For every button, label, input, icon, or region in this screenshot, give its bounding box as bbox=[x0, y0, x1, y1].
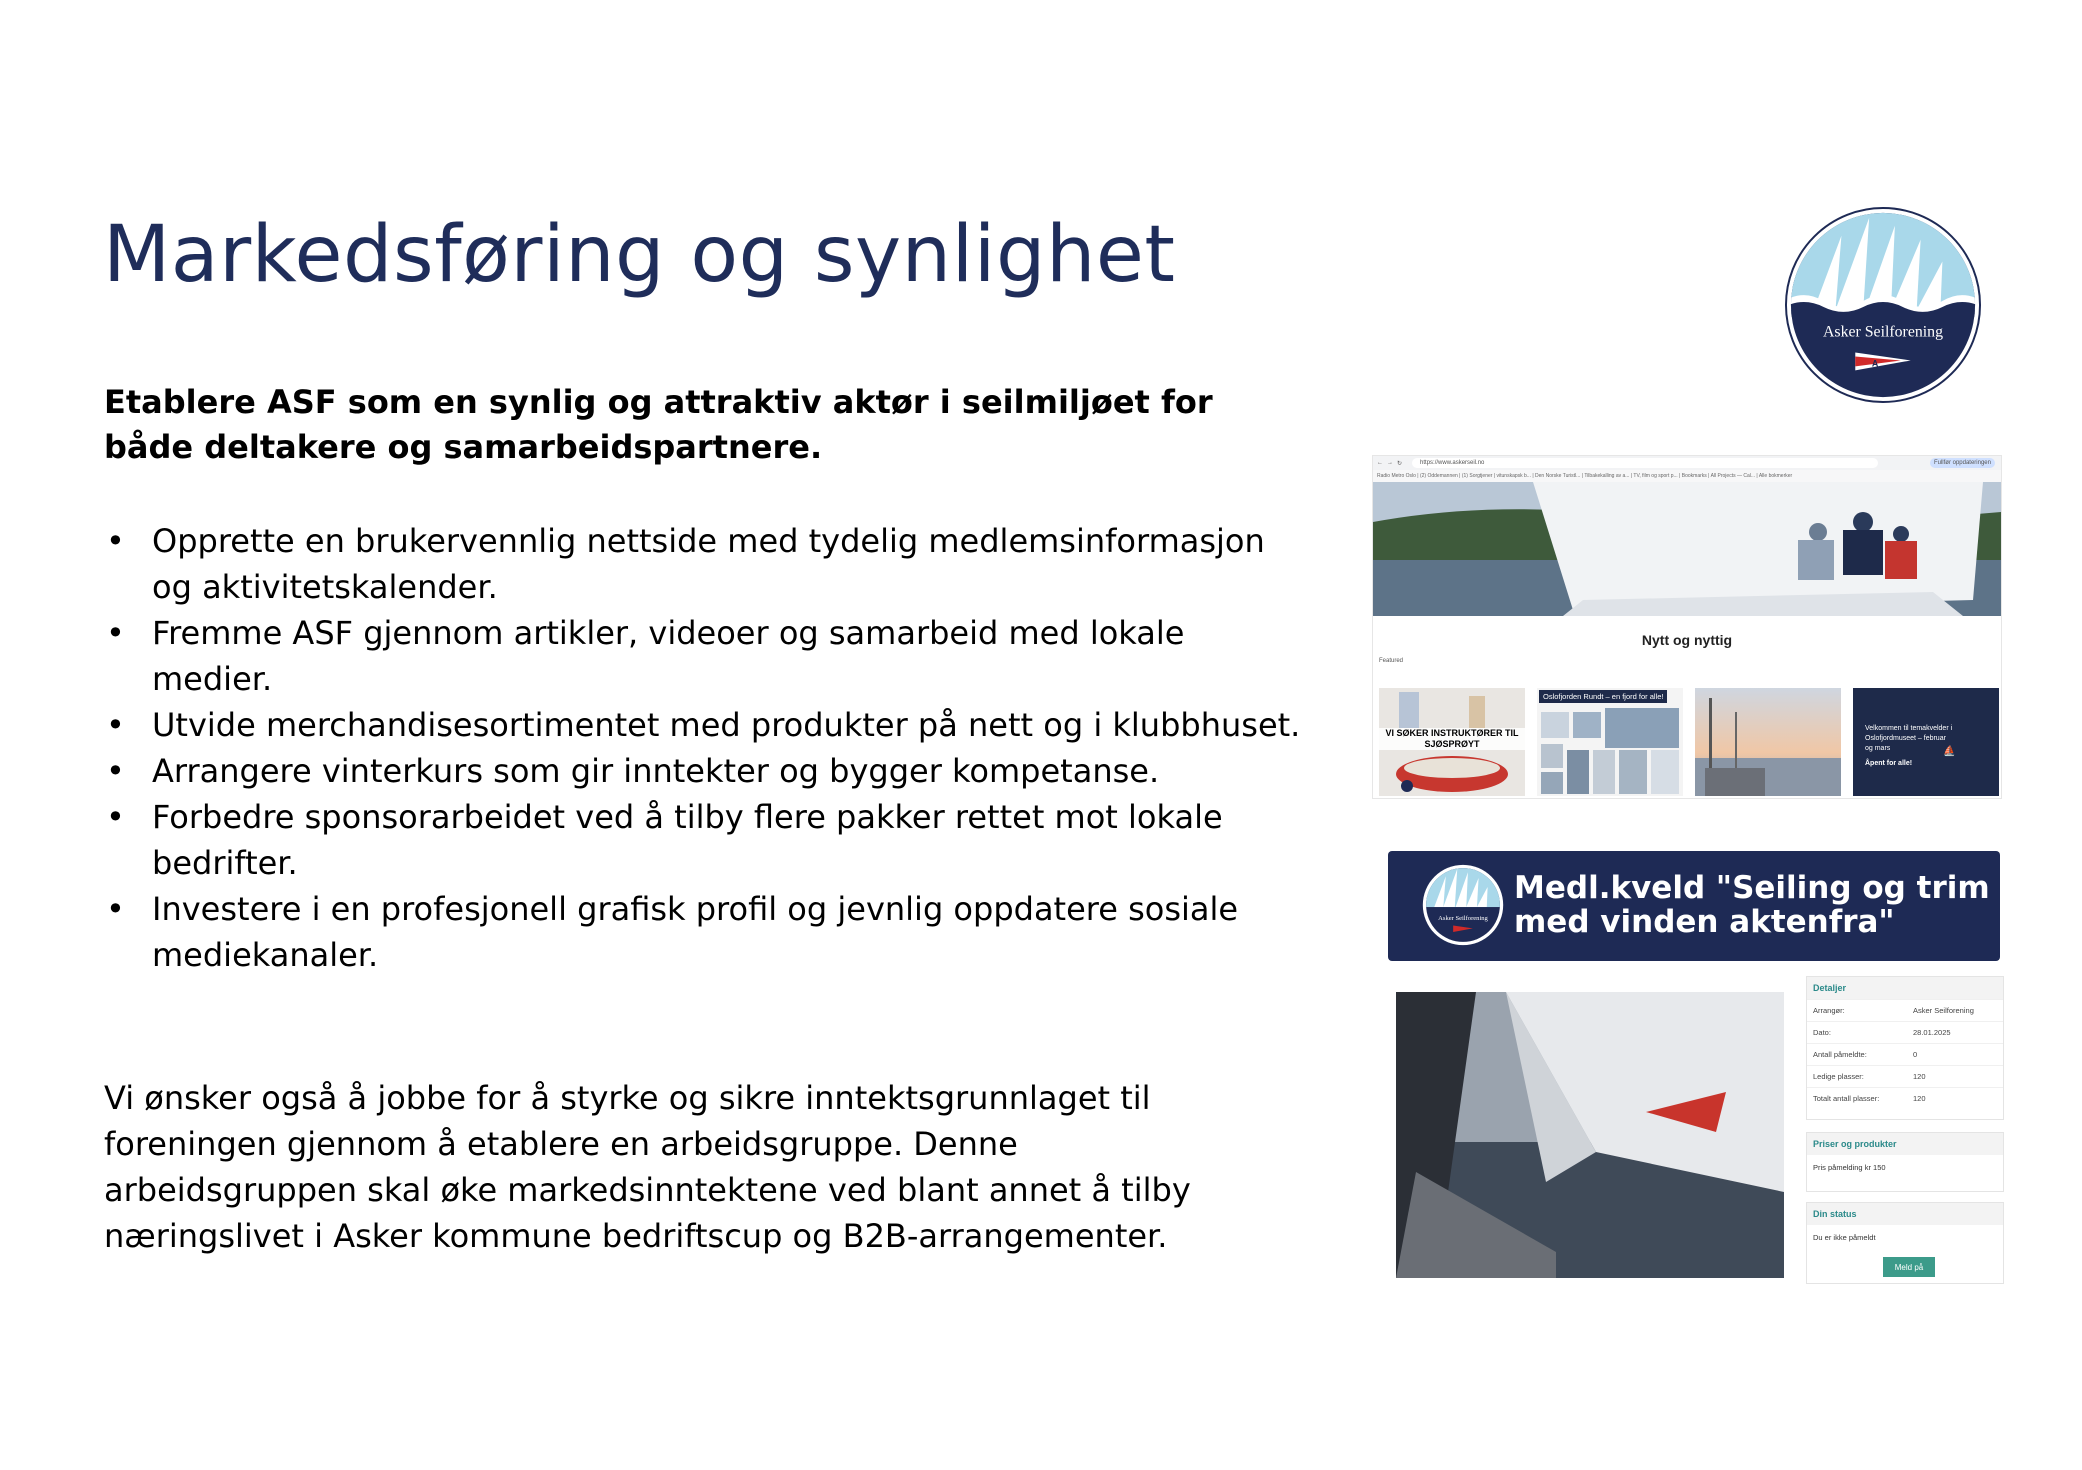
details-panel bbox=[1806, 976, 2004, 1120]
news-card[interactable] bbox=[1379, 688, 1525, 796]
detail-key: Ledige plasser: bbox=[1813, 1072, 1864, 1081]
status-title: Din status bbox=[1807, 1203, 2003, 1225]
detail-value: 28.01.2025 bbox=[1913, 1028, 1951, 1037]
detail-value: 120 bbox=[1913, 1094, 1926, 1103]
bullet-item: • Arrangere vinterkurs som gir inntekter og bygger kompetanse. bbox=[104, 748, 1304, 794]
detail-value: Asker Seilforening bbox=[1913, 1006, 1974, 1015]
banner-line-2: med vinden aktenfra" bbox=[1514, 904, 1895, 940]
news-card[interactable] bbox=[1537, 688, 1683, 796]
detail-row bbox=[1807, 1087, 2003, 1109]
detail-row bbox=[1807, 1021, 2003, 1043]
boat-icon: ⛵ bbox=[1943, 746, 1956, 757]
page-title: Markedsføring og synlighet bbox=[103, 210, 1176, 300]
bullet-item: • Fremme ASF gjennom artikler, videoer og samarbeid med lokale medier. bbox=[104, 610, 1304, 702]
back-icon[interactable]: ← bbox=[1377, 460, 1383, 466]
card-title: Velkommen til temakvelder i Oslofjordmuseet – februar og mars bbox=[1865, 725, 1953, 752]
detail-row bbox=[1807, 999, 2003, 1021]
club-logo-small bbox=[1422, 864, 1504, 946]
logo-text: Asker Seilforening bbox=[1438, 914, 1488, 922]
card-title: VI SØKER INSTRUKTØRER TIL SJØSPRØYT bbox=[1379, 728, 1525, 750]
bullet-item: • Investere i en profesjonell grafisk profil og jevnlig oppdatere sosiale mediekanaler. bbox=[104, 886, 1304, 978]
register-button[interactable]: Meld på bbox=[1883, 1257, 1935, 1277]
website-screenshot bbox=[1372, 455, 2002, 799]
detail-key: Arrangør: bbox=[1813, 1006, 1845, 1015]
hero-image bbox=[1373, 482, 2001, 616]
featured-cards bbox=[1379, 688, 1999, 796]
banner-title bbox=[1514, 871, 1990, 939]
news-card[interactable] bbox=[1695, 688, 1841, 796]
card-image bbox=[1695, 688, 1841, 796]
event-banner bbox=[1388, 851, 2000, 961]
closing-paragraph: Vi ønsker også å jobbe for å styrke og sikre inntektsgrunnlaget til foreningen gjennom å etablere en arbeidsgruppe. Denne arbeidsgruppen skal øke markedsinntektene ved blant annet å tilby næringslivet i Asker kommune bedriftscup og B2B-arrangementer. bbox=[104, 1079, 1191, 1255]
card-image bbox=[1537, 688, 1683, 796]
detail-key: Antall påmeldte: bbox=[1813, 1050, 1867, 1059]
section-title: Nytt og nyttig bbox=[1641, 632, 1733, 648]
logo-text: Asker Seilforening bbox=[1822, 323, 1944, 341]
event-details bbox=[1806, 976, 2002, 1282]
prices-title: Priser og produkter bbox=[1807, 1133, 2003, 1155]
bullet-item: • Opprette en brukervennlig nettside med tydelig medlemsinformasjon og aktivitetskalender. bbox=[104, 518, 1304, 610]
url-field[interactable]: https://www.askerseil.no bbox=[1412, 458, 1878, 468]
lead-paragraph: Etablere ASF som en synlig og attraktiv aktør i seilmiljøet for både deltakere og samarbeidspartnere. bbox=[104, 383, 1213, 466]
detail-value: 120 bbox=[1913, 1072, 1926, 1081]
club-logo bbox=[1784, 206, 1982, 404]
bookmarks-bar: Radio Metro Oslo | (2) Oddemannen | (1) Sorgtjener | vitunskapsk b... | Den Norske Turistl... | Tilbakekalling av a... | TV, film og sport p... | Bookmarks | All Projects — Cal... | Alle bokmerker bbox=[1373, 470, 2001, 482]
prices-panel bbox=[1806, 1132, 2004, 1192]
featured-label: Featured bbox=[1379, 658, 1404, 664]
status-text: Du er ikke påmeldt bbox=[1813, 1233, 1876, 1242]
browser-bar bbox=[1373, 456, 2001, 470]
detail-row bbox=[1807, 1065, 2003, 1087]
status-panel bbox=[1806, 1202, 2004, 1284]
detail-key: Totalt antall plasser: bbox=[1813, 1094, 1880, 1103]
logo-letter: A bbox=[1871, 358, 1879, 369]
update-button[interactable]: Fullfør oppdateringen bbox=[1930, 458, 1995, 468]
detail-value: 0 bbox=[1913, 1050, 1918, 1059]
bullet-item: • Utvide merchandisesortimentet med produkter på nett og i klubbhuset. bbox=[104, 702, 1304, 748]
card-title: Oslofjorden Rundt – en fjord for alle! bbox=[1539, 690, 1667, 703]
banner-line-1: Medl.kveld "Seiling og trim bbox=[1514, 870, 1990, 906]
details-title: Detaljer bbox=[1807, 977, 2003, 999]
forward-icon[interactable]: → bbox=[1387, 460, 1393, 466]
news-card[interactable] bbox=[1853, 688, 1999, 796]
bullet-item: • Forbedre sponsorarbeidet ved å tilby flere pakker rettet mot lokale bedrifter. bbox=[104, 794, 1304, 886]
price-text: Pris påmelding kr 150 bbox=[1813, 1163, 1886, 1172]
detail-row bbox=[1807, 1043, 2003, 1065]
reload-icon[interactable]: ↻ bbox=[1397, 460, 1403, 467]
card-subtitle: Åpent for alle! bbox=[1865, 760, 1913, 767]
detail-key: Dato: bbox=[1813, 1028, 1831, 1037]
sailing-photo bbox=[1396, 992, 1784, 1278]
bullet-list bbox=[104, 518, 1304, 978]
